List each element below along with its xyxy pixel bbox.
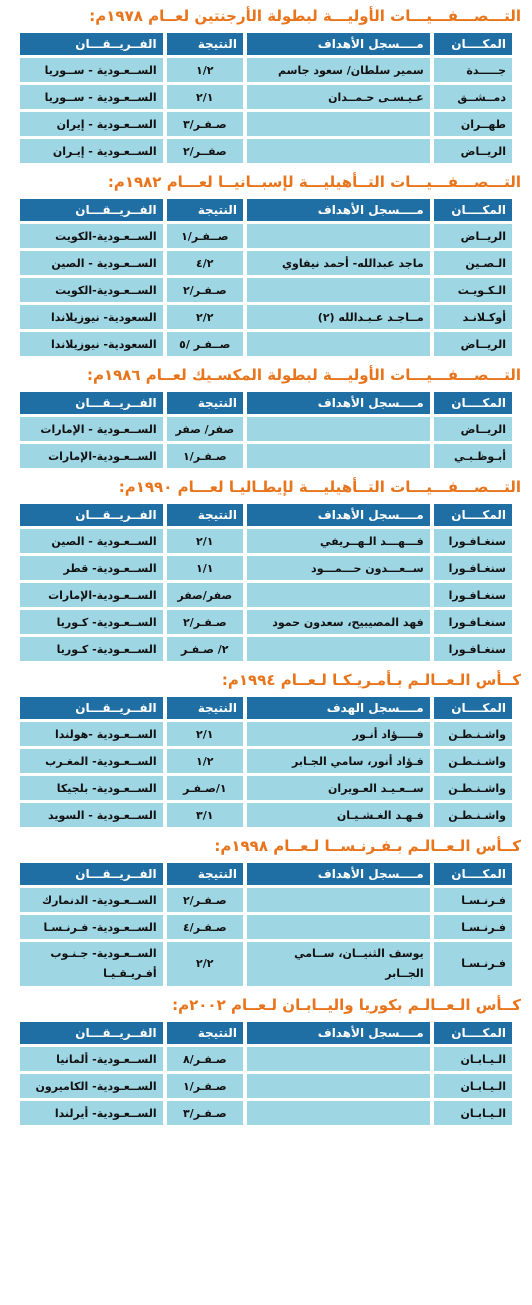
cell-place: الريــاض — [434, 417, 512, 441]
cell-teams: الســعـودية- بلجيكا — [20, 776, 163, 800]
column-header-scorers: مــــسجل الهدف — [247, 697, 430, 719]
cell-result: صـفـر/٣ — [167, 1101, 243, 1125]
cell-result: ١/١ — [167, 556, 243, 580]
cell-place: فـرنـسـا — [434, 888, 512, 912]
cell-teams: الســعـودية- ألمانيا — [20, 1047, 163, 1071]
results-table — [16, 30, 516, 166]
cell-place: الـكـويـت — [434, 278, 512, 302]
results-table — [16, 694, 516, 830]
cell-teams: السعودية- نيوزيلاندا — [20, 332, 163, 356]
column-header-scorers: مــــسجل الأهداف — [247, 504, 430, 526]
cell-scorers — [247, 417, 430, 441]
cell-teams: الســعـودية - الإمارات — [20, 417, 163, 441]
cell-place: الـيـابـان — [434, 1074, 512, 1098]
column-header-place: المكــــان — [434, 1022, 512, 1044]
section-heading: كــأس الـعــالـم بـفـرنـســا لـعــام ١٩٩٨م: — [214, 837, 521, 855]
cell-scorers: فهد المصيبيح، سعدون حمود — [247, 610, 430, 634]
table-row — [20, 58, 512, 82]
cell-teams: السعودية- نيوزيلاندا — [20, 305, 163, 329]
cell-teams: الســعـودية -هولندا — [20, 722, 163, 746]
cell-place: دمــشــق — [434, 85, 512, 109]
cell-place: سنغـافـورا — [434, 637, 512, 661]
table-header-row — [20, 33, 512, 55]
table-row — [20, 888, 512, 912]
cell-place: الريــاض — [434, 332, 512, 356]
cell-teams: الســعـودية-الإمارات — [20, 444, 163, 468]
cell-result: صـفـر/٢ — [167, 278, 243, 302]
table-row — [20, 139, 512, 163]
cell-teams: الســعـودية- أيرلندا — [20, 1101, 163, 1125]
table-row — [20, 444, 512, 468]
cell-result: صفر/ صفر — [167, 417, 243, 441]
qualification-section — [7, 471, 525, 664]
cell-teams: الســعـودية - ســوريا — [20, 85, 163, 109]
cell-place: الريــاض — [434, 139, 512, 163]
cell-scorers — [247, 915, 430, 939]
qualification-section — [7, 664, 525, 830]
column-header-teams: الفــريــقـــان — [20, 697, 163, 719]
column-header-place: المكــــان — [434, 504, 512, 526]
column-header-scorers: مــــسجل الأهداف — [247, 863, 430, 885]
cell-scorers: ســعـيـد العـويران — [247, 776, 430, 800]
table-row — [20, 556, 512, 580]
cell-teams: الســعـودية- الكاميرون — [20, 1074, 163, 1098]
cell-result: صفر/صفر — [167, 583, 243, 607]
table-row — [20, 637, 512, 661]
cell-teams: الســعـودية- جـنـوب أفـريـقـيـا — [20, 942, 163, 986]
cell-place: الـيـابـان — [434, 1101, 512, 1125]
table-header-row — [20, 199, 512, 221]
section-heading: التـــصـــفـــيـــات التــأهيليـــة لإيطـاليـا لعـــام ١٩٩٠م: — [118, 478, 521, 496]
cell-result: ١/صـفـر — [167, 776, 243, 800]
table-header-row — [20, 392, 512, 414]
cell-place: سنغـافـورا — [434, 610, 512, 634]
qualification-section — [7, 989, 525, 1128]
cell-scorers — [247, 1074, 430, 1098]
cell-scorers — [247, 112, 430, 136]
table-row — [20, 417, 512, 441]
cell-scorers — [247, 583, 430, 607]
cell-result: ١/٢ — [167, 58, 243, 82]
cell-result: صفــر/٢ — [167, 139, 243, 163]
column-header-result: النتيجة — [167, 392, 243, 414]
qualification-section — [7, 166, 525, 359]
cell-place: الـصـين — [434, 251, 512, 275]
cell-teams: الســعـودية - السويد — [20, 803, 163, 827]
cell-result: ١/٢ — [167, 749, 243, 773]
cell-scorers: فـــــؤاد أنـور — [247, 722, 430, 746]
table-row — [20, 583, 512, 607]
cell-place: الـيـابـان — [434, 1047, 512, 1071]
cell-result: ٤/٢ — [167, 251, 243, 275]
cell-result: ٢/١ — [167, 722, 243, 746]
cell-result: ٢/ صـفـر — [167, 637, 243, 661]
cell-place: أبـوظـبـي — [434, 444, 512, 468]
cell-result: ٢/٢ — [167, 942, 243, 986]
cell-teams: الســعـودية- كـوريا — [20, 637, 163, 661]
column-header-result: النتيجة — [167, 199, 243, 221]
section-heading: التـــصـــفـــيـــات الأوليـــة لبطولة الأرجنتين لعــام ١٩٧٨م: — [89, 7, 521, 25]
results-table — [16, 196, 516, 359]
cell-scorers: ســعـــدون حـــمـــود — [247, 556, 430, 580]
cell-result: صــفـر/١ — [167, 224, 243, 248]
table-row — [20, 915, 512, 939]
column-header-teams: الفــريــقـــان — [20, 1022, 163, 1044]
cell-place: فـرنـسـا — [434, 915, 512, 939]
column-header-scorers: مــــسجل الأهداف — [247, 1022, 430, 1044]
cell-result: صـفـر/٣ — [167, 112, 243, 136]
cell-scorers: مــاجـد عـبـدالله (٢) — [247, 305, 430, 329]
section-heading: كــأس الـعــالـم بـأمـريـكـا لـعــام ١٩٩٤م: — [221, 671, 521, 689]
cell-place: سنغـافـورا — [434, 556, 512, 580]
table-row — [20, 1074, 512, 1098]
table-row — [20, 112, 512, 136]
column-header-result: النتيجة — [167, 697, 243, 719]
section-heading: التـــصـــفـــيـــات التــأهيليـــة لإسبــانيــا لعـــام ١٩٨٢م: — [107, 173, 521, 191]
table-header-row — [20, 1022, 512, 1044]
column-header-scorers: مــــسجل الأهداف — [247, 33, 430, 55]
cell-place: جـــــدة — [434, 58, 512, 82]
column-header-scorers: مــــسجل الأهداف — [247, 392, 430, 414]
cell-place: فـرنـسـا — [434, 942, 512, 986]
cell-scorers — [247, 444, 430, 468]
table-row — [20, 610, 512, 634]
column-header-place: المكــــان — [434, 863, 512, 885]
cell-teams: الســعـودية- قطر — [20, 556, 163, 580]
cell-teams: الســعـودية - ســوريا — [20, 58, 163, 82]
table-row — [20, 251, 512, 275]
table-row — [20, 529, 512, 553]
cell-scorers — [247, 888, 430, 912]
cell-teams: الســعـودية - الصين — [20, 529, 163, 553]
qualification-section — [7, 830, 525, 989]
column-header-place: المكــــان — [434, 392, 512, 414]
column-header-teams: الفــريــقـــان — [20, 504, 163, 526]
cell-result: ٣/١ — [167, 803, 243, 827]
cell-teams: الســعـودية-الكويت — [20, 278, 163, 302]
cell-result: ٢/٢ — [167, 305, 243, 329]
qualification-section — [7, 359, 525, 471]
table-row — [20, 278, 512, 302]
cell-place: سنغـافـورا — [434, 583, 512, 607]
column-header-scorers: مــــسجل الأهداف — [247, 199, 430, 221]
table-header-row — [20, 863, 512, 885]
cell-teams: الســعـودية- فـرنـسـا — [20, 915, 163, 939]
cell-place: واشـنـطـن — [434, 803, 512, 827]
qualification-section — [7, 0, 525, 166]
table-header-row — [20, 504, 512, 526]
cell-scorers: فـــهـــد الـهــريفي — [247, 529, 430, 553]
cell-teams: الســعـودية - إيـران — [20, 139, 163, 163]
table-row — [20, 332, 512, 356]
cell-scorers — [247, 139, 430, 163]
table-row — [20, 803, 512, 827]
column-header-place: المكــــان — [434, 697, 512, 719]
results-table — [16, 1019, 516, 1128]
cell-scorers — [247, 1101, 430, 1125]
cell-place: واشـنـطـن — [434, 749, 512, 773]
cell-place: سنغـافـورا — [434, 529, 512, 553]
column-header-result: النتيجة — [167, 504, 243, 526]
column-header-teams: الفــريــقـــان — [20, 863, 163, 885]
column-header-teams: الفــريــقـــان — [20, 33, 163, 55]
column-header-teams: الفــريــقـــان — [20, 199, 163, 221]
table-row — [20, 1047, 512, 1071]
results-table — [16, 389, 516, 471]
cell-scorers: ماجد عبدالله- أحمد نيفاوي — [247, 251, 430, 275]
column-header-result: النتيجة — [167, 33, 243, 55]
cell-teams: الســعـودية-الإمارات — [20, 583, 163, 607]
cell-result: صـفـر/٢ — [167, 610, 243, 634]
cell-teams: الســعـودية - الصين — [20, 251, 163, 275]
cell-teams: الســعـودية- الدنمارك — [20, 888, 163, 912]
cell-scorers — [247, 278, 430, 302]
cell-scorers: سمير سلطان/ سعود جاسم — [247, 58, 430, 82]
cell-scorers: فـهـد الغـشـيـان — [247, 803, 430, 827]
column-header-result: النتيجة — [167, 863, 243, 885]
cell-result: صـفـر/٢ — [167, 888, 243, 912]
results-table — [16, 501, 516, 664]
cell-place: واشـنـطـن — [434, 722, 512, 746]
cell-scorers — [247, 332, 430, 356]
cell-result: ٢/١ — [167, 529, 243, 553]
cell-teams: الســعـودية - إيران — [20, 112, 163, 136]
cell-teams: الســعـودية- المغـرب — [20, 749, 163, 773]
table-row — [20, 1101, 512, 1125]
results-table — [16, 860, 516, 989]
cell-scorers — [247, 1047, 430, 1071]
cell-place: طهــران — [434, 112, 512, 136]
table-row — [20, 749, 512, 773]
cell-scorers — [247, 637, 430, 661]
cell-scorers — [247, 224, 430, 248]
cell-result: صـفـر/٤ — [167, 915, 243, 939]
cell-place: واشـنـطـن — [434, 776, 512, 800]
table-row — [20, 224, 512, 248]
cell-result: صـفـر/١ — [167, 444, 243, 468]
cell-teams: الســعـودية-الكويت — [20, 224, 163, 248]
cell-result: ٢/١ — [167, 85, 243, 109]
column-header-place: المكــــان — [434, 33, 512, 55]
table-row — [20, 776, 512, 800]
column-header-teams: الفــريــقـــان — [20, 392, 163, 414]
cell-result: صــفـر /٥ — [167, 332, 243, 356]
table-row — [20, 305, 512, 329]
column-header-place: المكــــان — [434, 199, 512, 221]
cell-scorers: فـؤاد أنور، سامي الجـابر — [247, 749, 430, 773]
cell-scorers: يوسف الثنيــان، ســامي الجــابر — [247, 942, 430, 986]
cell-teams: الســعـودية- كـوريا — [20, 610, 163, 634]
section-heading: التـــصـــفـــيـــات الأوليـــة لبطولة المكسـيك لعــام ١٩٨٦م: — [86, 366, 521, 384]
cell-place: الريــاض — [434, 224, 512, 248]
column-header-result: النتيجة — [167, 1022, 243, 1044]
cell-result: صـفـر/١ — [167, 1074, 243, 1098]
section-heading: كــأس الـعــالـم بكوريا واليــابـان لـعــام ٢٠٠٢م: — [172, 996, 521, 1014]
table-row — [20, 942, 512, 986]
table-row — [20, 85, 512, 109]
cell-result: صـفـر/٨ — [167, 1047, 243, 1071]
cell-place: أوكـلانـد — [434, 305, 512, 329]
table-header-row — [20, 697, 512, 719]
table-row — [20, 722, 512, 746]
cell-scorers: عـيـسـى حـمــدان — [247, 85, 430, 109]
